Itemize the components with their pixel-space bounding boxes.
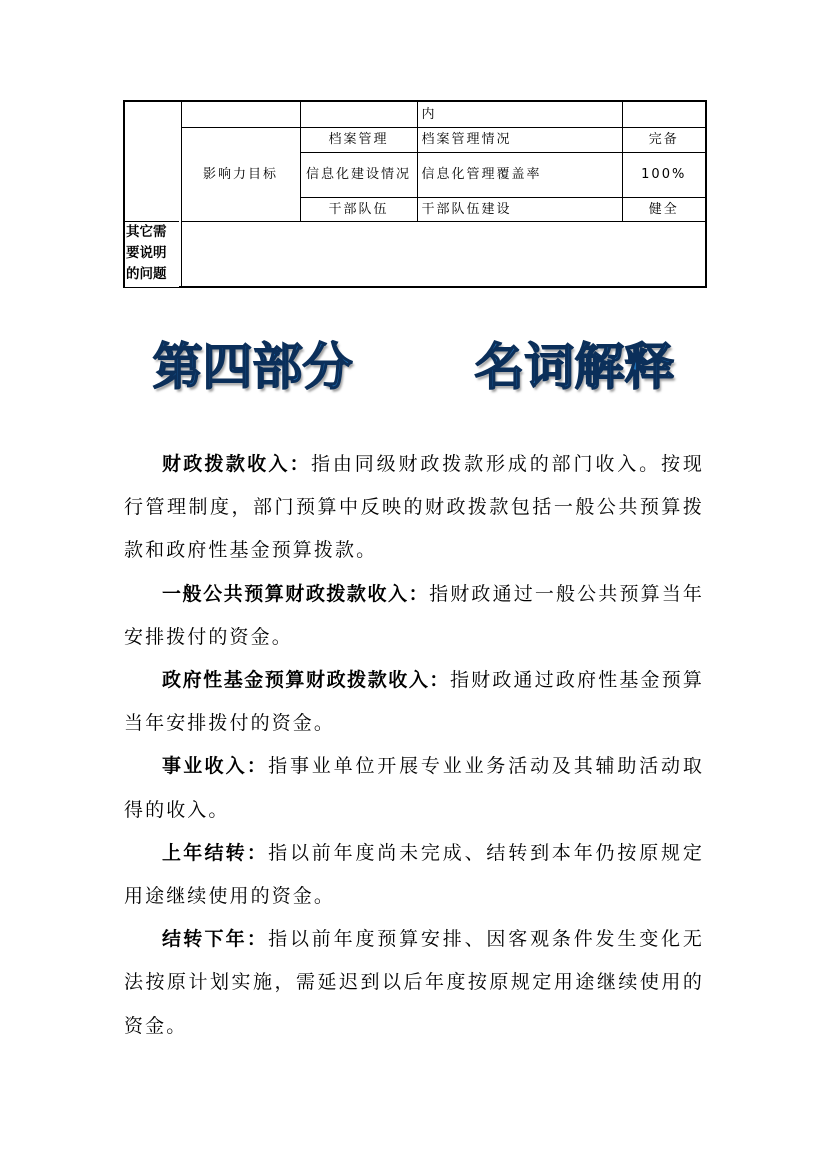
table-cell-indicator: 信息化管理覆盖率: [417, 152, 622, 197]
table-cell: [181, 101, 300, 127]
section-title: 第四部分 名词解释: [152, 338, 675, 396]
definition-item: [124, 832, 704, 918]
table-row: [124, 221, 706, 287]
definitions: [124, 443, 704, 1048]
table-cell-value: 健全: [622, 197, 706, 221]
definition-term: 政府性基金预算财政拨款收入：: [162, 669, 450, 692]
table-cell-value: 100%: [622, 152, 706, 197]
table-cell-notes-value: [181, 221, 706, 287]
definition-item: [124, 573, 704, 659]
table-cell-indicator: 内: [417, 101, 622, 127]
notes-label: 其它需要说明的问题: [125, 221, 179, 287]
table-row: [124, 101, 706, 127]
definition-item: [124, 659, 704, 745]
definition-term: 事业收入：: [162, 755, 269, 778]
table-cell-group-label: 影响力目标: [181, 127, 300, 221]
table-cell-indicator: 档案管理情况: [417, 127, 622, 152]
table-cell-indicator: 干部队伍建设: [417, 197, 622, 221]
table-cell: [300, 101, 417, 127]
definition-item: [124, 918, 704, 1048]
definition-text: 指财政通过一般公共预算当年安排拨付的资金。: [124, 582, 704, 648]
table-cell-metric: 干部队伍: [300, 197, 417, 221]
definition-text: 指由同级财政拨款形成的部门收入。按现行管理制度，部门预算中反映的财政拨款包括一般公共预算拨款和政府性基金预算拨款。: [124, 453, 704, 562]
definition-term: 上年结转：: [162, 841, 269, 864]
definition-item: [124, 745, 704, 831]
table-cell-value: [622, 101, 706, 127]
table-cell-metric: 信息化建设情况: [300, 152, 417, 197]
definition-text: 指财政通过政府性基金预算当年安排拨付的资金。: [124, 669, 704, 735]
definition-text: 指事业单位开展专业业务活动及其辅助活动取得的收入。: [124, 755, 704, 821]
definition-term: 结转下年：: [162, 928, 269, 951]
table-cell-value: 完备: [622, 127, 706, 152]
table-cell-metric: 档案管理: [300, 127, 417, 152]
performance-table: [123, 100, 707, 288]
definition-text: 指以前年度预算安排、因客观条件发生变化无法按原计划实施，需延迟到以后年度按原规定用途继续使用的资金。: [124, 928, 704, 1037]
definition-text: 指以前年度尚未完成、结转到本年仍按原规定用途继续使用的资金。: [124, 841, 704, 908]
definition-item: [124, 443, 704, 573]
definition-term: 一般公共预算财政拨款收入：: [162, 582, 430, 605]
table-row: [124, 127, 706, 152]
definition-term: 财政拨款收入：: [162, 453, 311, 475]
